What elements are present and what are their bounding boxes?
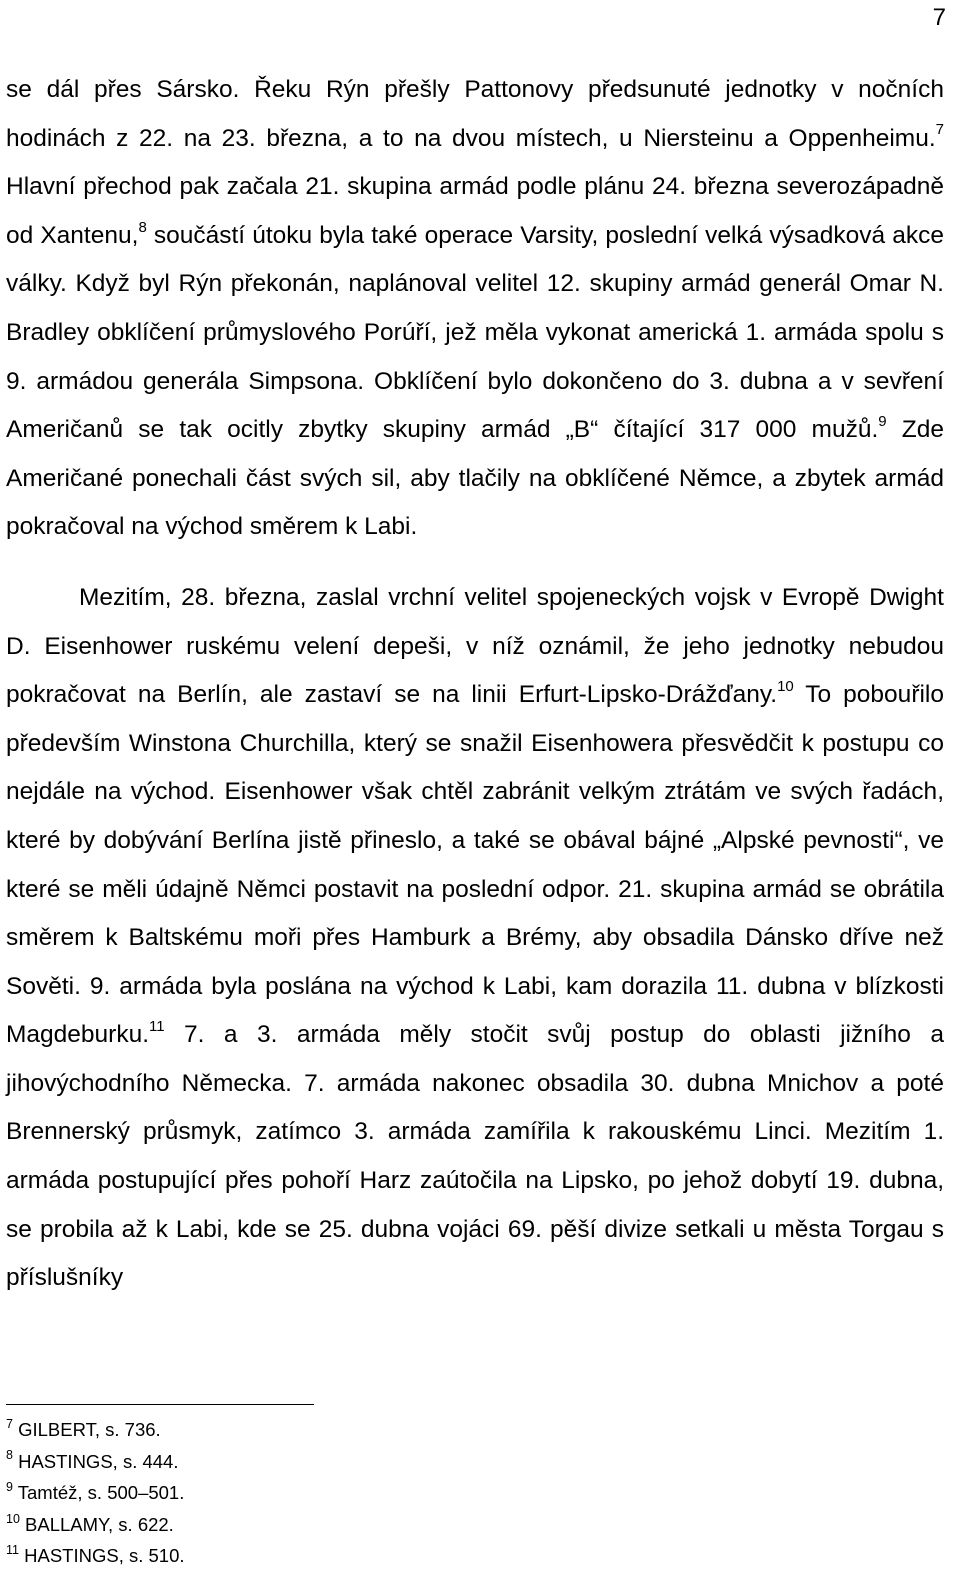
- footnote-number: 9: [6, 1480, 13, 1495]
- footnote-9: [6, 1477, 185, 1509]
- paragraph-2: [6, 574, 944, 1303]
- footnotes: [6, 1414, 185, 1572]
- page-number: 7: [932, 4, 946, 31]
- footnote-number: 10: [6, 1511, 20, 1526]
- footnote-11: [6, 1540, 185, 1572]
- footnote-number: 11: [6, 1543, 19, 1558]
- footnote-number: 7: [6, 1416, 13, 1431]
- text-run: 7. a 3. armáda měly stočit svůj postup do oblasti jižního a jihovýchodního Německa. 7. armáda nakonec obsadila 30. dubna Mnichov a poté Brennerský průsmyk, zatímco 3. armáda zamířila k rakouskému Linci. Mezitím 1. armáda postupující přes pohoří Harz zaútočila na Lipsko, po jehož dobytí 19. dubna, se probila až k Labi, kde se 25. dubna vojáci 69. pěší divize setkali u města Torgau s příslušníky: [6, 1021, 944, 1292]
- footnote-ref-11: 11: [149, 1018, 165, 1036]
- footnote-ref-10: 10: [777, 677, 794, 695]
- text-run: součástí útoku byla také operace Varsity, poslední velká výsadková akce války. Když byl Rýn překonán, naplánoval velitel 12. skupiny armád generál Omar N. Bradley obklíčení průmyslového Porúří, jež měla vykonat americká 1. armáda spolu s 9. armádou generála Simpsona. Obklíčení bylo dokončeno do 3. dubna a v sevření Američanů se tak ocitly zbytky skupiny armád „B“ čítající 317 000 mužů.: [6, 221, 944, 444]
- text-run: To pobouřilo především Winstona Churchilla, který se snažil Eisenhowera přesvědčit k postupu co nejdále na východ. Eisenhower však chtěl zabránit velkým ztrátám ve svých řadách, které by dobývání Berlína jistě přineslo, a také se obával bájné „Alpské pevnosti“, ve které se měli údajně Němci postavit na poslední odpor. 21. skupina armád se obrátila směrem k Baltskému moři přes Hamburk a Brémy, aby obsadila Dánsko dříve než Sověti. 9. armáda byla poslána na východ k Labi, kam dorazila 11. dubna v blízkosti Magdeburku.: [6, 681, 944, 1049]
- footnote-text: HASTINGS, s. 510.: [18, 1545, 185, 1567]
- paragraph-1: [6, 66, 944, 552]
- footnote-10: [6, 1509, 185, 1541]
- footnote-text: GILBERT, s. 736.: [12, 1419, 161, 1440]
- footnote-number: 8: [6, 1448, 13, 1463]
- text-run: Hlavní přechod pak začala 21. skupina armád podle plánu 24. března severozápadně od Xantenu,: [6, 173, 944, 249]
- footnote-separator: [6, 1404, 314, 1405]
- footnote-text: BALLAMY, s. 622.: [19, 1513, 174, 1535]
- footnote-7: [6, 1414, 185, 1446]
- footnote-ref-8: 8: [138, 218, 147, 236]
- footnote-ref-9: 9: [878, 413, 887, 430]
- text-run: se dál přes Sársko. Řeku Rýn přešly Pattonovy předsunuté jednotky v nočních hodinách z 22. na 23. března, a to na dvou místech, u Niersteinu a Oppenheimu.: [6, 76, 944, 152]
- body-text: [6, 66, 944, 1303]
- footnote-8: [6, 1446, 185, 1478]
- footnote-ref-7: 7: [935, 121, 944, 139]
- footnote-text: Tamtéž, s. 500–501.: [12, 1482, 185, 1504]
- text-run: Mezitím, 28. března, zaslal vrchní velitel spojeneckých vojsk v Evropě Dwight D. Eisenhower ruskému velení depeši, v níž oznámil, že jeho jednotky nebudou pokračovat na Berlín, ale zastaví se na linii Erfurt-Lipsko-Drážďany.: [6, 583, 944, 709]
- text-run: Zde Američané ponechali část svých sil, aby tlačily na obklíčené Němce, a zbytek armád pokračoval na východ směrem k Labi.: [6, 416, 944, 541]
- footnote-text: HASTINGS, s. 444.: [12, 1450, 179, 1472]
